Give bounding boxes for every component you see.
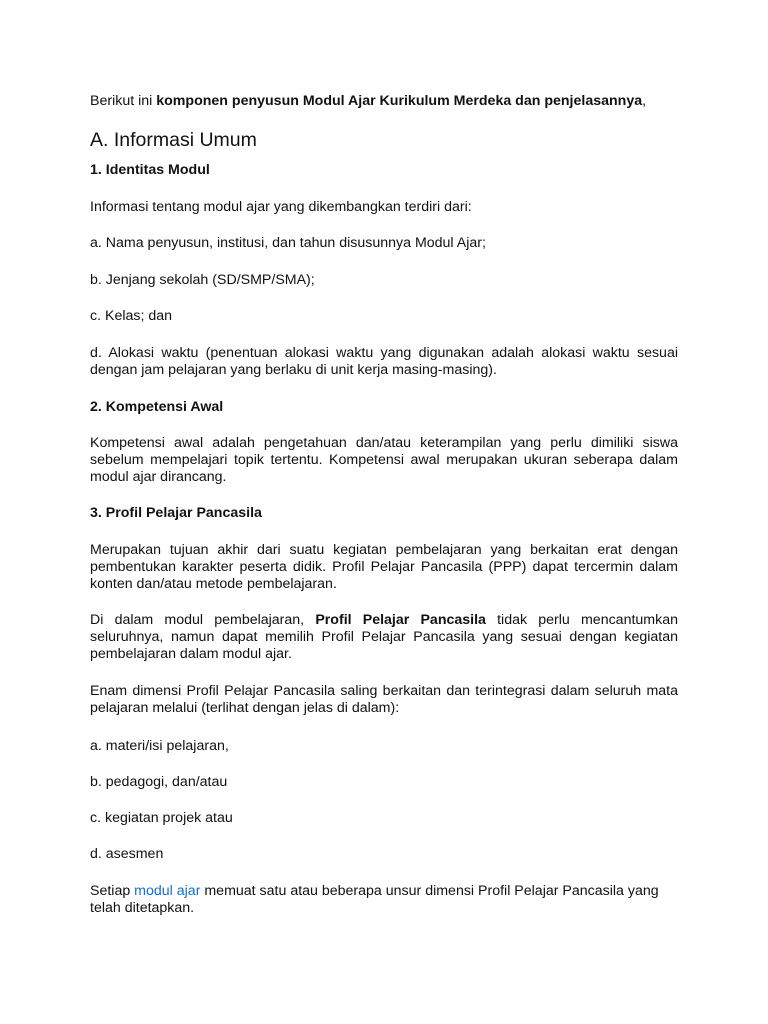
profil-item-d: d. asesmen	[90, 846, 164, 862]
profil-paragraph-3: Enam dimensi Profil Pelajar Pancasila saling berkaitan dan terintegrasi dalam seluruh mata pelajaran melalui (terlihat dengan jelas di dalam):	[90, 683, 678, 716]
identitas-lead: Informasi tentang modul ajar yang dikembangkan terdiri dari:	[90, 199, 472, 215]
identitas-heading: 1. Identitas Modul	[90, 162, 210, 178]
profil-p4-prefix: Setiap	[90, 883, 135, 899]
identitas-item-a: a. Nama penyusun, institusi, dan tahun disusunnya Modul Ajar;	[90, 235, 486, 251]
profil-item-a: a. materi/isi pelajaran,	[90, 738, 229, 754]
profil-p2-bold: Profil Pelajar Pancasila	[315, 612, 486, 628]
kompetensi-body: Kompetensi awal adalah pengetahuan dan/atau keterampilan yang perlu dimiliki siswa sebelum mempelajari topik tertentu. Kompetensi awal merupakan ukuran seberapa dalam modul ajar dirancang.	[90, 435, 678, 485]
profil-item-c: c. kegiatan projek atau	[90, 810, 233, 826]
kompetensi-heading: 2. Kompetensi Awal	[90, 399, 224, 415]
profil-paragraph-2	[90, 612, 678, 663]
intro-prefix: Berikut ini	[90, 93, 157, 109]
intro-bold: komponen penyusun Modul Ajar Kurikulum Merdeka dan penjelasannya	[156, 93, 643, 109]
profil-paragraph-4	[90, 883, 680, 917]
profil-p2-suffix: tidak perlu mencantumkan seluruhnya, namun dapat memilih Profil Pelajar Pancasila yang sesuai dengan kegiatan pembelajaran dalam modul ajar.	[90, 612, 678, 662]
profil-heading: 3. Profil Pelajar Pancasila	[90, 505, 262, 521]
profil-p2-prefix: Di dalam modul pembelajaran,	[90, 612, 316, 628]
identitas-item-d: d. Alokasi waktu (penentuan alokasi waktu yang digunakan adalah alokasi waktu sesuai dengan jam pelajaran yang berlaku di unit kerja masing-masing).	[90, 345, 678, 378]
profil-p4-suffix: memuat satu atau beberapa unsur dimensi Profil Pelajar Pancasila yang telah ditetapkan.	[90, 883, 659, 916]
section-a-title: A. Informasi Umum	[90, 129, 257, 151]
intro-paragraph	[90, 93, 678, 110]
intro-suffix: ,	[642, 93, 647, 109]
modul-ajar-link[interactable]: modul ajar	[134, 883, 201, 899]
profil-item-b: b. pedagogi, dan/atau	[90, 774, 228, 790]
identitas-item-b: b. Jenjang sekolah (SD/SMP/SMA);	[90, 272, 315, 288]
identitas-item-c: c. Kelas; dan	[90, 308, 173, 324]
profil-paragraph-1: Merupakan tujuan akhir dari suatu kegiatan pembelajaran yang berkaitan erat dengan pembentukan karakter peserta didik. Profil Pelajar Pancasila (PPP) dapat tercermin dalam konten dan/atau metode pembelajaran.	[90, 542, 678, 592]
